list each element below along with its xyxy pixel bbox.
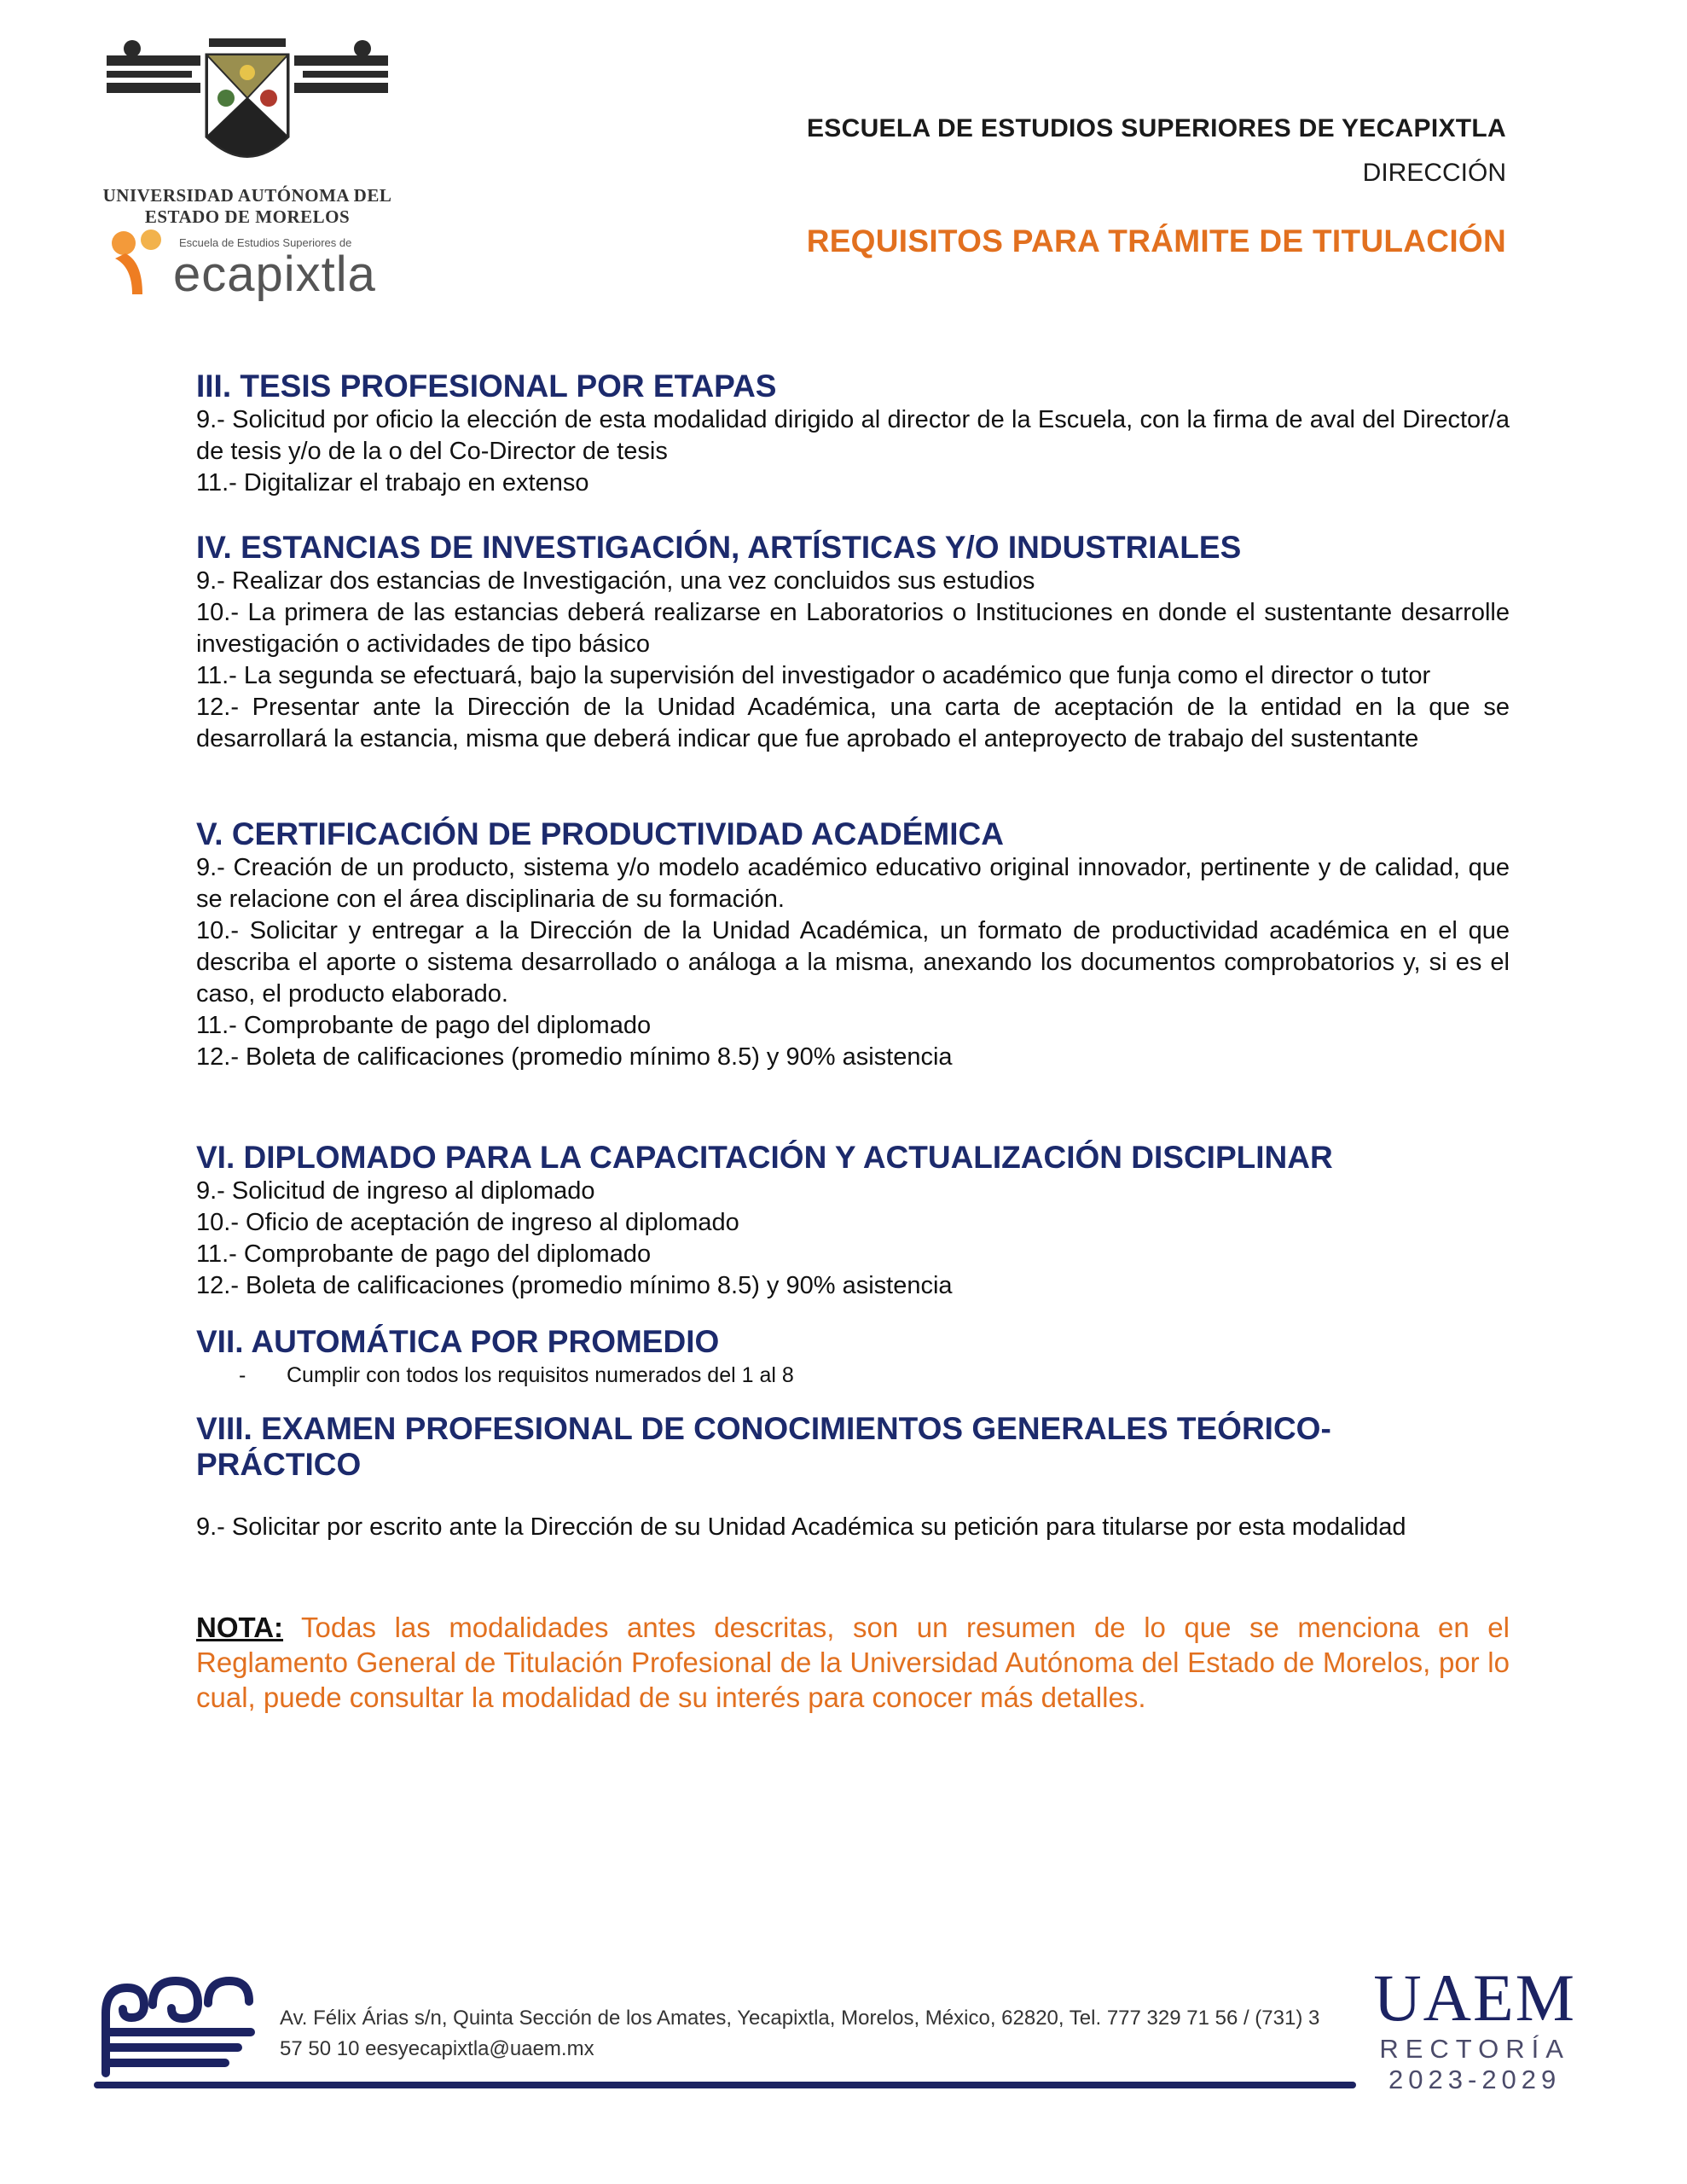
requirement-item: 9.- Solicitud por oficio la elección de esta modalidad dirigido al director de la Escuela, con la firma de aval del Director/a de tesis y/o de la o del Co-Director de tesis bbox=[196, 406, 1510, 465]
campus-caption: Escuela de Estudios Superiores de bbox=[179, 236, 352, 249]
document-title: REQUISITOS PARA TRÁMITE DE TITULACIÓN bbox=[806, 224, 1506, 258]
section-examen bbox=[196, 1411, 1510, 1543]
requirement-item: 10.- Oficio de aceptación de ingreso al diplomado bbox=[196, 1209, 739, 1236]
uaem-rectoria-logo bbox=[1373, 1962, 1576, 2095]
section-heading: VIII. EXAMEN PROFESIONAL DE CONOCIMIENTOS GENERALES TEÓRICO- PRÁCTICO bbox=[196, 1411, 1331, 1482]
section-heading: VII. AUTOMÁTICA POR PROMEDIO bbox=[196, 1324, 720, 1359]
requirement-item: 10.- Solicitar y entregar a la Dirección de la Unidad Académica, un formato de productividad académica en el que describa el aporte o sistema desarrollado o análoga a la misma, anexando los documentos comprobatorios y, si es el caso, el producto elaborado. bbox=[196, 917, 1510, 1008]
footer-address: Av. Félix Árias s/n, Quinta Sección de los Amates, Yecapixtla, Morelos, México, 62820, Tel. 777 329 71 56 / (731) 3 57 50 10 eesyecapixtla@uaem.mx bbox=[280, 2007, 1320, 2060]
section-diplomado bbox=[196, 1140, 1510, 1302]
rectoria-years: 2023-2029 bbox=[1388, 2065, 1562, 2094]
requirement-item: 11.- La segunda se efectuará, bajo la supervisión del investigador o académico que funja como el director o tutor bbox=[196, 662, 1431, 689]
footer-divider bbox=[94, 2082, 1356, 2088]
note-label: NOTA: bbox=[196, 1612, 284, 1643]
requirement-item: 10.- La primera de las estancias deberá realizarse en Laboratorios o Instituciones en donde el sustentante desarrolle investigación o actividades de tipo básico bbox=[196, 599, 1510, 658]
requirement-item: 9.- Solicitar por escrito ante la Dirección de su Unidad Académica su petición para titularse por esta modalidad bbox=[196, 1513, 1406, 1541]
rectoria-label: RECTORÍA bbox=[1379, 2034, 1570, 2064]
uaem-wordmark: UAEM bbox=[1373, 1960, 1576, 2035]
section-estancias bbox=[196, 530, 1510, 755]
requirement-item: 9.- Solicitud de ingreso al diplomado bbox=[196, 1177, 595, 1205]
section-heading: V. CERTIFICACIÓN DE PRODUCTIVIDAD ACADÉMICA bbox=[196, 816, 1004, 851]
university-name: UNIVERSIDAD AUTÓNOMA DEL ESTADO DE MORELOS bbox=[102, 185, 392, 227]
section-certificacion bbox=[196, 816, 1510, 1073]
note-text: Todas las modalidades antes descritas, son un resumen de lo que se menciona en el Reglamento General de Titulación Profesional de la Universidad Autónoma del Estado de Morelos, por lo cual, puede consultar la modalidad de su interés para conocer más detalles. bbox=[196, 1612, 1510, 1713]
section-heading: VI. DIPLOMADO PARA LA CAPACITACIÓN Y ACTUALIZACIÓN DISCIPLINAR bbox=[196, 1140, 1333, 1175]
yecapixtla-mark-icon bbox=[108, 228, 168, 298]
campus-wordmark: ecapixtla bbox=[173, 247, 376, 302]
requirement-item: 12.- Presentar ante la Dirección de la Unidad Académica, una carta de aceptación de la entidad en la que se desarrollará la estancia, misma que deberá indicar que fue aprobado el anteproyecto de trabajo del sustentante bbox=[196, 694, 1510, 752]
requirement-item: 12.- Boleta de calificaciones (promedio mínimo 8.5) y 90% asistencia bbox=[196, 1272, 953, 1299]
university-seal-icon bbox=[98, 38, 397, 179]
bullet-item bbox=[239, 1362, 1510, 1389]
requirement-item: 9.- Creación de un producto, sistema y/o modelo académico educativo original innovador, pertinente y de calidad, que se relacione con el área disciplinaria de su formación. bbox=[196, 854, 1510, 913]
section-heading: III. TESIS PROFESIONAL POR ETAPAS bbox=[196, 369, 777, 404]
requirement-item: 9.- Realizar dos estancias de Investigación, una vez concluidos sus estudios bbox=[196, 567, 1035, 595]
requirements-content bbox=[196, 369, 1510, 1715]
department-name: DIRECCIÓN bbox=[1362, 159, 1506, 187]
requirement-item: 12.- Boleta de calificaciones (promedio mínimo 8.5) y 90% asistencia bbox=[196, 1043, 953, 1071]
note-paragraph bbox=[196, 1610, 1510, 1715]
requirement-item: 11.- Comprobante de pago del diplomado bbox=[196, 1012, 652, 1039]
requirement-item: 11.- Digitalizar el trabajo en extenso bbox=[196, 469, 589, 497]
requirement-item: 11.- Comprobante de pago del diplomado bbox=[196, 1240, 652, 1268]
section-tesis-etapas bbox=[196, 369, 1510, 499]
school-name: ESCUELA DE ESTUDIOS SUPERIORES DE YECAPIXTLA bbox=[806, 114, 1506, 142]
section-automatica bbox=[196, 1324, 1510, 1389]
section-heading: IV. ESTANCIAS DE INVESTIGACIÓN, ARTÍSTICAS Y/O INDUSTRIALES bbox=[196, 530, 1242, 565]
university-logo bbox=[98, 38, 397, 302]
bullet-text: Cumplir con todos los requisitos numerados del 1 al 8 bbox=[287, 1363, 794, 1387]
footer-wave-emblem-icon bbox=[89, 1962, 259, 2082]
bullet-dash: - bbox=[239, 1363, 246, 1387]
